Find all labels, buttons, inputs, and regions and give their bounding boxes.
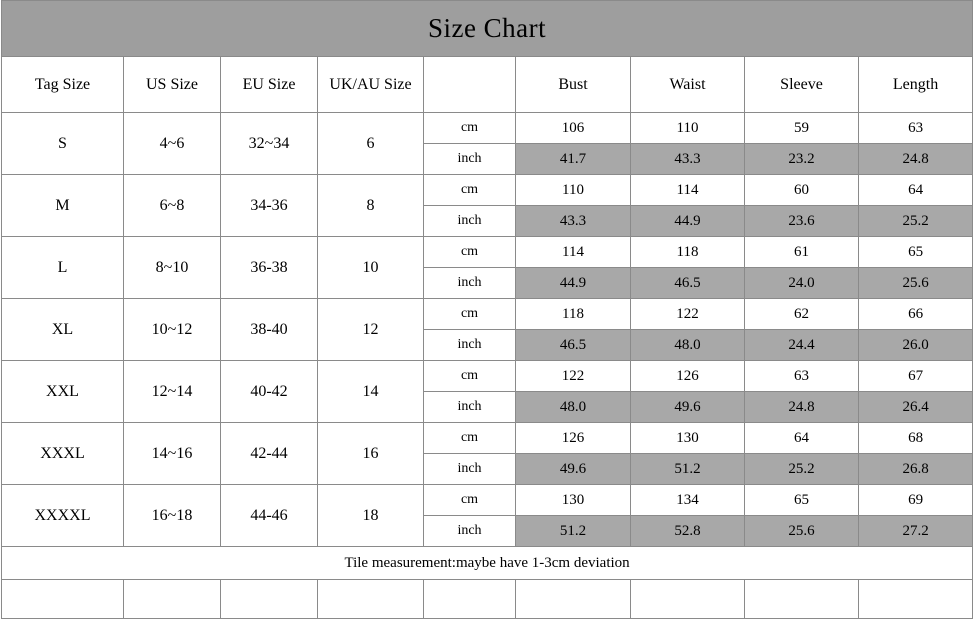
cell-tag-size: S <box>2 113 124 175</box>
cell-waist-cm: 110 <box>631 113 745 144</box>
cell-bust-cm: 110 <box>516 175 631 206</box>
cell-uk-au-size: 18 <box>318 485 424 547</box>
cell-sleeve-inch: 23.6 <box>745 206 859 237</box>
cell-waist-inch: 51.2 <box>631 454 745 485</box>
cell-us-size: 10~12 <box>124 299 221 361</box>
header-row <box>2 57 973 113</box>
cell-us-size: 4~6 <box>124 113 221 175</box>
table-row <box>2 485 973 516</box>
cell-unit-cm: cm <box>424 423 516 454</box>
cell-us-size: 12~14 <box>124 361 221 423</box>
table-row <box>2 361 973 392</box>
column-header-sleeve: Sleeve <box>745 57 859 113</box>
column-header-us-size: US Size <box>124 57 221 113</box>
cell-eu-size: 44-46 <box>221 485 318 547</box>
cell-tag-size: XXXXL <box>2 485 124 547</box>
cell-length-inch: 25.6 <box>859 268 973 299</box>
cell-waist-inch: 43.3 <box>631 144 745 175</box>
cell-uk-au-size: 8 <box>318 175 424 237</box>
table-row <box>2 299 973 330</box>
cell-tag-size: L <box>2 237 124 299</box>
cell-length-inch: 26.8 <box>859 454 973 485</box>
cell-length-inch: 24.8 <box>859 144 973 175</box>
cell-uk-au-size: 10 <box>318 237 424 299</box>
cell-unit-inch: inch <box>424 268 516 299</box>
cell-uk-au-size: 6 <box>318 113 424 175</box>
cell-bust-cm: 126 <box>516 423 631 454</box>
cell-unit-inch: inch <box>424 144 516 175</box>
cell-length-inch: 26.4 <box>859 392 973 423</box>
note-row <box>2 547 973 580</box>
column-header-uk-au-size: UK/AU Size <box>318 57 424 113</box>
cell-waist-cm: 114 <box>631 175 745 206</box>
cell-bust-cm: 114 <box>516 237 631 268</box>
cell-waist-inch: 46.5 <box>631 268 745 299</box>
bottom-cell <box>221 580 318 619</box>
page-title: Size Chart <box>2 1 973 57</box>
cell-eu-size: 34-36 <box>221 175 318 237</box>
cell-bust-inch: 43.3 <box>516 206 631 237</box>
cell-length-cm: 65 <box>859 237 973 268</box>
cell-sleeve-cm: 59 <box>745 113 859 144</box>
cell-waist-cm: 126 <box>631 361 745 392</box>
cell-waist-inch: 49.6 <box>631 392 745 423</box>
cell-bust-inch: 48.0 <box>516 392 631 423</box>
cell-uk-au-size: 14 <box>318 361 424 423</box>
table-row <box>2 175 973 206</box>
cell-eu-size: 40-42 <box>221 361 318 423</box>
cell-us-size: 14~16 <box>124 423 221 485</box>
cell-unit-inch: inch <box>424 454 516 485</box>
bottom-cell <box>2 580 124 619</box>
cell-eu-size: 42-44 <box>221 423 318 485</box>
table-row <box>2 113 973 144</box>
size-chart-table <box>1 0 973 619</box>
cell-length-inch: 26.0 <box>859 330 973 361</box>
cell-sleeve-inch: 24.4 <box>745 330 859 361</box>
cell-waist-cm: 118 <box>631 237 745 268</box>
cell-sleeve-inch: 25.6 <box>745 516 859 547</box>
cell-sleeve-cm: 62 <box>745 299 859 330</box>
cell-sleeve-cm: 61 <box>745 237 859 268</box>
cell-tag-size: XXXL <box>2 423 124 485</box>
cell-unit-inch: inch <box>424 516 516 547</box>
cell-unit-inch: inch <box>424 392 516 423</box>
bottom-cell <box>859 580 973 619</box>
cell-tag-size: XL <box>2 299 124 361</box>
column-header-bust: Bust <box>516 57 631 113</box>
cell-waist-inch: 44.9 <box>631 206 745 237</box>
column-header-eu-size: EU Size <box>221 57 318 113</box>
cell-unit-cm: cm <box>424 175 516 206</box>
cell-waist-inch: 48.0 <box>631 330 745 361</box>
cell-length-inch: 25.2 <box>859 206 973 237</box>
column-header-length: Length <box>859 57 973 113</box>
cell-unit-cm: cm <box>424 361 516 392</box>
column-header-unit <box>424 57 516 113</box>
title-row <box>2 1 973 57</box>
cell-sleeve-cm: 63 <box>745 361 859 392</box>
bottom-cell <box>631 580 745 619</box>
cell-length-cm: 69 <box>859 485 973 516</box>
table-row <box>2 237 973 268</box>
cell-us-size: 16~18 <box>124 485 221 547</box>
cell-sleeve-inch: 23.2 <box>745 144 859 175</box>
column-header-waist: Waist <box>631 57 745 113</box>
cell-unit-cm: cm <box>424 299 516 330</box>
cell-bust-inch: 46.5 <box>516 330 631 361</box>
cell-tag-size: M <box>2 175 124 237</box>
cell-unit-inch: inch <box>424 206 516 237</box>
bottom-cell <box>124 580 221 619</box>
cell-eu-size: 36-38 <box>221 237 318 299</box>
cell-bust-inch: 49.6 <box>516 454 631 485</box>
cell-tag-size: XXL <box>2 361 124 423</box>
measurement-note: Tile measurement:maybe have 1-3cm deviation <box>2 547 973 580</box>
cell-length-inch: 27.2 <box>859 516 973 547</box>
cell-us-size: 6~8 <box>124 175 221 237</box>
cell-length-cm: 64 <box>859 175 973 206</box>
cell-bust-inch: 44.9 <box>516 268 631 299</box>
bottom-strip-row <box>2 580 973 619</box>
cell-uk-au-size: 16 <box>318 423 424 485</box>
bottom-cell <box>745 580 859 619</box>
cell-length-cm: 68 <box>859 423 973 454</box>
cell-waist-cm: 134 <box>631 485 745 516</box>
cell-sleeve-inch: 25.2 <box>745 454 859 485</box>
cell-sleeve-cm: 65 <box>745 485 859 516</box>
cell-uk-au-size: 12 <box>318 299 424 361</box>
bottom-cell <box>318 580 424 619</box>
cell-bust-inch: 51.2 <box>516 516 631 547</box>
cell-eu-size: 38-40 <box>221 299 318 361</box>
cell-bust-cm: 130 <box>516 485 631 516</box>
bottom-cell <box>516 580 631 619</box>
cell-sleeve-inch: 24.8 <box>745 392 859 423</box>
cell-bust-cm: 118 <box>516 299 631 330</box>
cell-waist-inch: 52.8 <box>631 516 745 547</box>
cell-bust-cm: 122 <box>516 361 631 392</box>
cell-bust-inch: 41.7 <box>516 144 631 175</box>
cell-length-cm: 67 <box>859 361 973 392</box>
cell-unit-cm: cm <box>424 237 516 268</box>
cell-us-size: 8~10 <box>124 237 221 299</box>
bottom-cell <box>424 580 516 619</box>
cell-unit-inch: inch <box>424 330 516 361</box>
cell-length-cm: 63 <box>859 113 973 144</box>
cell-unit-cm: cm <box>424 113 516 144</box>
cell-length-cm: 66 <box>859 299 973 330</box>
cell-sleeve-inch: 24.0 <box>745 268 859 299</box>
cell-sleeve-cm: 64 <box>745 423 859 454</box>
cell-sleeve-cm: 60 <box>745 175 859 206</box>
column-header-tag-size: Tag Size <box>2 57 124 113</box>
cell-eu-size: 32~34 <box>221 113 318 175</box>
cell-unit-cm: cm <box>424 485 516 516</box>
cell-bust-cm: 106 <box>516 113 631 144</box>
cell-waist-cm: 130 <box>631 423 745 454</box>
table-row <box>2 423 973 454</box>
cell-waist-cm: 122 <box>631 299 745 330</box>
